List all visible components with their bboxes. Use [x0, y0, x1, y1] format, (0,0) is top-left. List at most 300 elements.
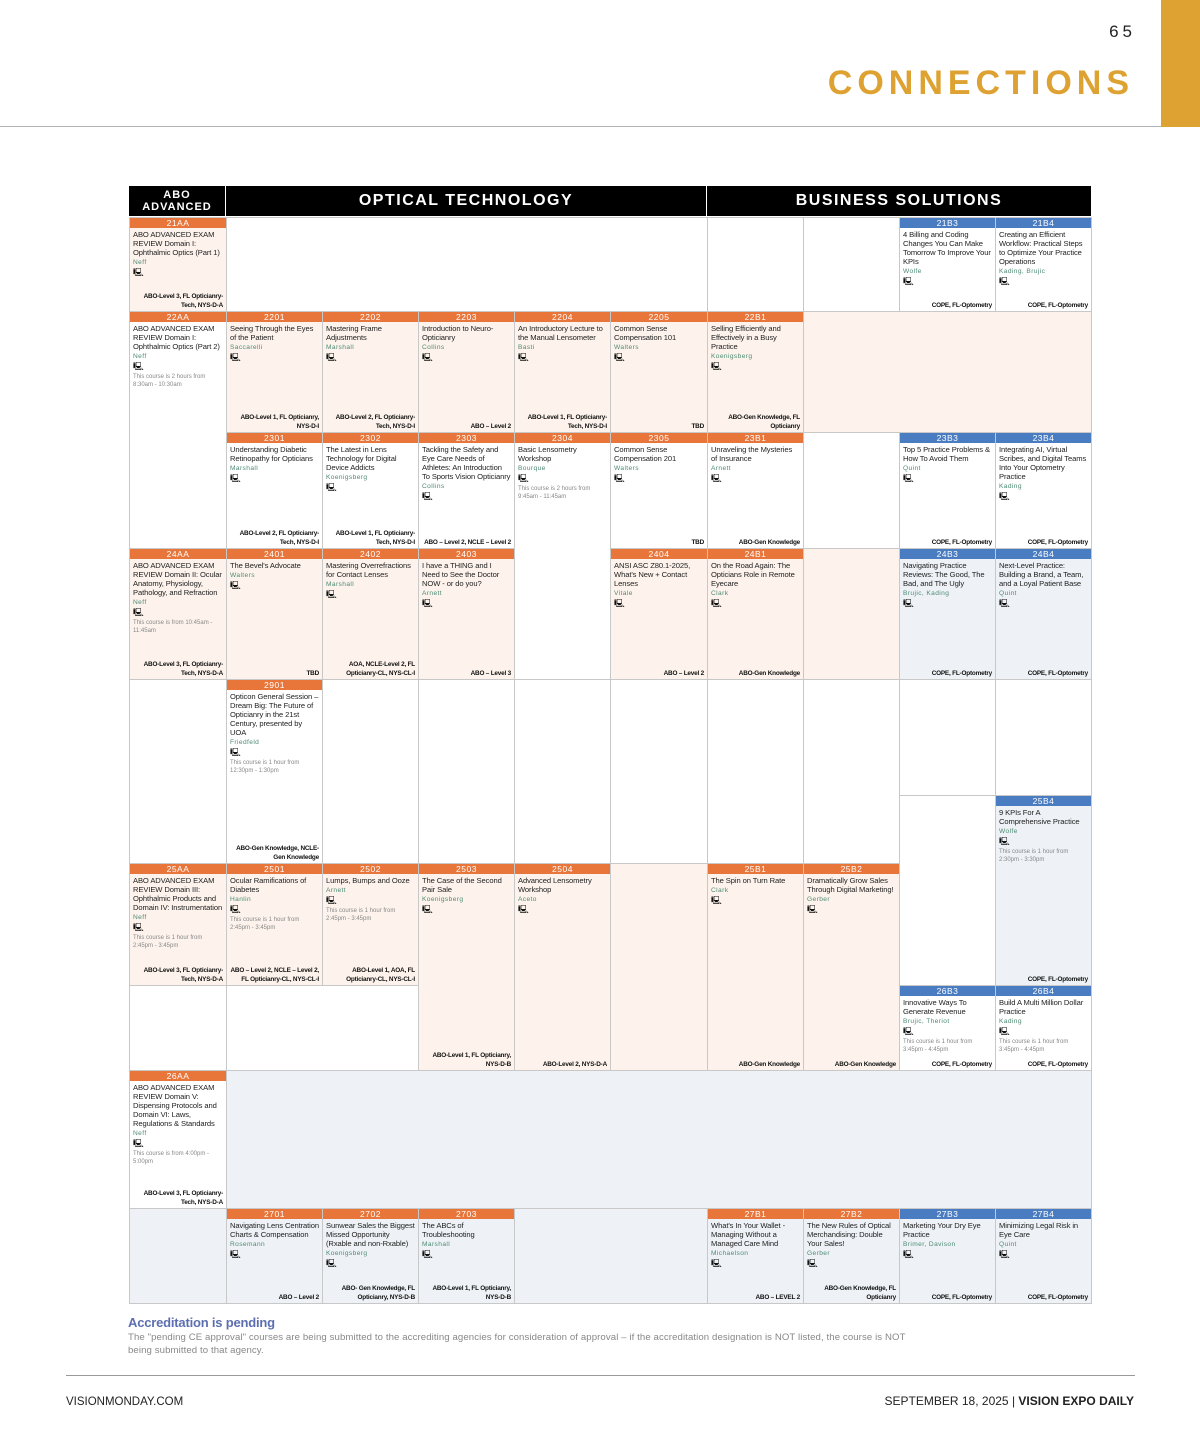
course-title: Navigating Practice Reviews: The Good, The Bad, and The Ugly: [903, 561, 985, 588]
course-cell[interactable]: [322, 1208, 419, 1304]
empty-slot: [803, 679, 900, 864]
course-title: I have a THING and I Need to See the Doctor NOW - or do you?: [422, 561, 500, 588]
abo-advanced-label: ABO ADVANCED: [142, 189, 212, 213]
course-accreditation: ABO-Level 3, FL Opticianry-Tech, NYS-D-A: [143, 293, 223, 309]
course-cell[interactable]: [129, 548, 227, 680]
course-speaker: Michaelson: [711, 1250, 749, 1257]
course-title: ABO ADVANCED EXAM REVIEW Domain III: Ophthalmic Products and Domain IV: Instrumentation: [133, 876, 223, 912]
course-cell[interactable]: [418, 863, 515, 1071]
course-cell[interactable]: [899, 1208, 996, 1304]
course-code: 2503: [419, 864, 514, 874]
course-cell[interactable]: [226, 679, 323, 864]
empty-slot: [803, 217, 900, 312]
course-cell[interactable]: [226, 311, 323, 433]
course-code: 22B1: [708, 312, 803, 322]
course-type-icon: 🖳: [711, 1259, 722, 1268]
course-speaker: Clark: [711, 590, 729, 597]
course-code: 21B4: [996, 218, 1091, 228]
course-title: Navigating Lens Centration Charts & Compensation: [230, 1221, 320, 1239]
course-speaker: Gerber: [807, 1250, 830, 1257]
course-code: 2305: [611, 433, 707, 443]
course-speaker: Walters: [614, 344, 639, 351]
course-title: Mastering Frame Adjustments: [326, 324, 382, 342]
course-accreditation: COPE, FL-Optometry: [1027, 1294, 1088, 1301]
course-code: 2304: [515, 433, 610, 443]
course-code: 2403: [419, 549, 514, 559]
course-cell[interactable]: [610, 311, 708, 433]
course-title: Common Sense Compensation 101: [614, 324, 677, 342]
course-speaker: Rosemann: [230, 1241, 266, 1248]
course-accreditation: COPE, FL-Optometry: [931, 302, 992, 309]
course-type-icon: 🖳: [422, 599, 433, 608]
course-title: The New Rules of Optical Merchandising: Double Your Sales!: [807, 1221, 891, 1248]
empty-slot: [514, 679, 611, 864]
course-cell[interactable]: [226, 548, 323, 680]
section-title: CONNECTIONS: [827, 64, 1134, 102]
course-speaker: Friedfeld: [230, 739, 260, 746]
course-title: The Spin on Turn Rate: [711, 876, 786, 885]
empty-slot: [226, 1070, 1092, 1209]
course-type-icon: 🖳: [422, 905, 433, 914]
course-cell[interactable]: [995, 432, 1092, 549]
course-type-icon: 🖳: [326, 1259, 337, 1268]
course-accreditation: ABO – Level 2, NCLE – Level 2, FL Opticianry-CL, NYS-CL-I: [230, 967, 319, 983]
course-speaker: Basti: [518, 344, 535, 351]
course-code: 2703: [419, 1209, 514, 1219]
course-code: 21B3: [900, 218, 995, 228]
course-title: The Bevel's Advocate: [230, 561, 301, 570]
course-speaker: Bourque: [518, 465, 546, 472]
course-accreditation: COPE, FL-Optometry: [931, 1294, 992, 1301]
course-code: 25B1: [708, 864, 803, 874]
course-title: Tackling the Safety and Eye Care Needs of Athletes: An Introduction To Sports Vision Opticianry: [422, 445, 511, 481]
course-title: Ocular Ramifications of Diabetes: [230, 876, 307, 894]
course-title: 9 KPIs For A Comprehensive Practice: [999, 808, 1080, 826]
course-cell[interactable]: [322, 311, 419, 433]
course-accreditation: COPE, FL-Optometry: [1027, 670, 1088, 677]
course-accreditation: ABO-Level 1, FL Opticianry-Tech, NYS-D-I: [527, 414, 607, 430]
optical-technology-label: OPTICAL TECHNOLOGY: [358, 192, 574, 209]
course-accreditation: ABO-Gen Knowledge: [738, 539, 800, 546]
course-accreditation: TBD: [306, 670, 319, 677]
course-code: 24B1: [708, 549, 803, 559]
course-cell[interactable]: [129, 863, 227, 986]
course-title: ABO ADVANCED EXAM REVIEW Domain II: Ocular Anatomy, Physiology, Pathology, and Refraction: [133, 561, 222, 597]
course-title: Lumps, Bumps and Ooze: [326, 876, 410, 885]
course-title: Dramatically Grow Sales Through Digital Marketing!: [807, 876, 894, 894]
course-title: Basic Lensometry Workshop: [518, 445, 577, 463]
course-speaker: Marshall: [326, 344, 355, 351]
course-cell[interactable]: [514, 311, 611, 433]
course-type-icon: 🖳: [230, 905, 241, 914]
course-cell[interactable]: [514, 863, 611, 1071]
course-speaker: Neff: [133, 1130, 147, 1137]
course-type-icon: 🖳: [230, 474, 241, 483]
course-code: 25AA: [130, 864, 226, 874]
course-type-icon: 🖳: [999, 1250, 1010, 1259]
course-type-icon: 🖳: [711, 896, 722, 905]
course-title: Creating an Efficient Workflow: Practical Steps to Optimize Your Practice Operations: [999, 230, 1083, 266]
course-speaker: Arnett: [711, 465, 731, 472]
empty-slot: [995, 679, 1092, 796]
course-time-note: This course is 1 hour from 2:45pm - 3:45pm: [326, 908, 396, 922]
course-code: 21AA: [130, 218, 226, 228]
optical-technology-header: [226, 186, 706, 216]
course-speaker: Neff: [133, 259, 147, 266]
course-cell[interactable]: [610, 432, 708, 549]
course-cell[interactable]: [418, 548, 515, 680]
course-type-icon: 🖳: [614, 599, 625, 608]
course-title: Integrating AI, Virtual Scribes, and Digital Teams Into Your Optometry Practice: [999, 445, 1087, 481]
empty-slot: [129, 679, 227, 864]
course-cell[interactable]: [803, 863, 900, 1071]
course-accreditation: ABO-Gen Knowledge, NCLE-Gen Knowledge: [236, 845, 319, 861]
course-cell[interactable]: [610, 548, 708, 680]
course-title: 4 Billing and Coding Changes You Can Make Tomorrow To Improve Your KPIs: [903, 230, 991, 266]
course-code: 2501: [227, 864, 322, 874]
course-type-icon: 🖳: [230, 581, 241, 590]
course-title: ABO ADVANCED EXAM REVIEW Domain V: Dispensing Protocols and Domain VI: Laws, Regulations & Standards: [133, 1083, 217, 1128]
course-cell[interactable]: [129, 1070, 227, 1209]
empty-slot: [803, 311, 1092, 433]
course-title: Introduction to Neuro-Opticianry: [422, 324, 494, 342]
course-title: Sunwear Sales the Biggest Missed Opportunity (Rxable and non-Rxable): [326, 1221, 415, 1248]
course-accreditation: ABO-Level 2, NYS-D-A: [542, 1061, 607, 1068]
course-speaker: Quint: [903, 465, 921, 472]
course-type-icon: 🖳: [903, 1027, 914, 1036]
course-cell[interactable]: [514, 432, 611, 680]
course-title: The Case of the Second Pair Sale: [422, 876, 502, 894]
course-cell[interactable]: [418, 432, 515, 549]
course-cell[interactable]: [226, 863, 323, 986]
course-title: The Latest in Lens Technology for Digital Device Addicts: [326, 445, 397, 472]
course-type-icon: 🖳: [133, 268, 144, 277]
course-accreditation: COPE, FL-Optometry: [931, 670, 992, 677]
course-accreditation: ABO-Level 2, FL Opticianry-Tech, NYS-D-I: [335, 414, 415, 430]
course-title: Selling Efficiently and Effectively in a Busy Practice: [711, 324, 781, 351]
course-cell[interactable]: [707, 548, 804, 680]
course-type-icon: 🖳: [133, 923, 144, 932]
course-type-icon: 🖳: [326, 483, 337, 492]
course-code: 2302: [323, 433, 418, 443]
empty-slot: [707, 679, 804, 864]
course-cell[interactable]: [899, 217, 996, 312]
course-type-icon: 🖳: [518, 353, 529, 362]
course-title: Understanding Diabetic Retinopathy for Opticians: [230, 445, 313, 463]
course-type-icon: 🖳: [999, 277, 1010, 286]
course-code: 2701: [227, 1209, 322, 1219]
course-code: 27B1: [708, 1209, 803, 1219]
course-speaker: Collins: [422, 344, 445, 351]
course-code: 23B1: [708, 433, 803, 443]
course-cell[interactable]: [129, 217, 227, 312]
course-code: 2404: [611, 549, 707, 559]
course-accreditation: COPE, FL-Optometry: [1027, 539, 1088, 546]
empty-slot: [899, 795, 996, 986]
course-speaker: Neff: [133, 914, 147, 921]
course-speaker: Koenigsberg: [326, 1250, 368, 1257]
course-accreditation: ABO-Level 2, FL Opticianry-Tech, NYS-D-I: [239, 530, 319, 546]
course-cell[interactable]: [322, 548, 419, 680]
course-speaker: Brujic, Theriot: [903, 1018, 950, 1025]
course-cell[interactable]: [707, 1208, 804, 1304]
course-type-icon: 🖳: [999, 1027, 1010, 1036]
course-accreditation: ABO-Gen Knowledge, FL Opticianry: [824, 1285, 896, 1301]
footer-issue: [885, 1394, 1134, 1408]
course-type-icon: 🖳: [326, 590, 337, 599]
course-accreditation: ABO-Level 1, AOA, FL Opticianry-CL, NYS-CL-I: [346, 967, 415, 983]
course-type-icon: 🖳: [999, 599, 1010, 608]
course-code: 2203: [419, 312, 514, 322]
course-type-icon: 🖳: [230, 353, 241, 362]
business-solutions-header: [707, 186, 1091, 216]
course-title: ABO ADVANCED EXAM REVIEW Domain I: Ophthalmic Optics (Part 1): [133, 230, 220, 257]
course-speaker: Collins: [422, 483, 445, 490]
course-accreditation: ABO- Gen Knowledge, FL Opticianry, NYS-D-B: [341, 1285, 415, 1301]
section-color-tab: [1161, 0, 1200, 127]
course-speaker: Marshall: [326, 581, 355, 588]
course-speaker: Wolfe: [903, 268, 922, 275]
pending-note: The "pending CE approval" courses are being submitted to the accrediting agencies for consideration of approval – if the accreditation designation is NOT listed, the course is NOT being submitted to that agency.: [128, 1332, 906, 1356]
header-divider: [0, 126, 1161, 127]
pending-title: Accreditation is pending: [128, 1315, 275, 1330]
course-cell[interactable]: [226, 1208, 323, 1304]
course-code: 22AA: [130, 312, 226, 322]
course-speaker: Kading: [999, 1018, 1022, 1025]
course-speaker: Hanlin: [230, 896, 252, 903]
course-cell[interactable]: [418, 1208, 515, 1304]
course-speaker: Koenigsberg: [422, 896, 464, 903]
course-type-icon: 🖳: [518, 474, 529, 483]
course-code: 24B3: [900, 549, 995, 559]
course-accreditation: COPE, FL-Optometry: [931, 539, 992, 546]
course-accreditation: TBD: [691, 539, 704, 546]
course-code: 2401: [227, 549, 322, 559]
course-accreditation: ABO-Gen Knowledge: [738, 1061, 800, 1068]
course-cell[interactable]: [899, 548, 996, 680]
course-accreditation: ABO-Level 3, FL Opticianry-Tech, NYS-D-A: [143, 1190, 223, 1206]
course-title: Minimizing Legal Risk in Eye Care: [999, 1221, 1079, 1239]
course-speaker: Walters: [230, 572, 255, 579]
empty-slot: [803, 432, 900, 549]
course-type-icon: 🖳: [518, 905, 529, 914]
course-title: What's In Your Wallet - Managing Without a Managed Care Mind: [711, 1221, 785, 1248]
course-code: 26AA: [130, 1071, 226, 1081]
course-accreditation: ABO-Level 3, FL Opticianry-Tech, NYS-D-A: [143, 661, 223, 677]
abo-advanced-header: [129, 186, 225, 216]
course-accreditation: COPE, FL-Optometry: [1027, 976, 1088, 983]
course-type-icon: 🖳: [230, 1250, 241, 1259]
course-type-icon: 🖳: [326, 353, 337, 362]
course-title: Top 5 Practice Problems & How To Avoid Them: [903, 445, 990, 463]
course-code: 24AA: [130, 549, 226, 559]
course-accreditation: ABO – Level 2: [663, 670, 704, 677]
course-speaker: Kading: [999, 483, 1022, 490]
course-title: The ABCs of Troubleshooting: [422, 1221, 475, 1239]
business-solutions-label: BUSINESS SOLUTIONS: [795, 192, 1003, 209]
course-code: 2901: [227, 680, 322, 690]
course-cell[interactable]: [322, 432, 419, 549]
course-title: ANSI ASC Z80.1-2025, What's New + Contact Lenses: [614, 561, 691, 588]
course-accreditation: ABO-Level 1, FL Opticianry, NYS-D-B: [432, 1052, 511, 1068]
course-speaker: Vitale: [614, 590, 633, 597]
course-cell[interactable]: [129, 311, 227, 549]
course-type-icon: 🖳: [999, 492, 1010, 501]
course-title: Unraveling the Mysteries of Insurance: [711, 445, 793, 463]
course-time-note: This course is 1 hour from 2:45pm - 3:45pm: [230, 917, 300, 931]
course-accreditation: TBD: [691, 423, 704, 430]
footer-divider: [66, 1375, 1135, 1376]
empty-slot: [899, 679, 996, 796]
empty-slot: [418, 679, 515, 864]
course-cell[interactable]: [899, 432, 996, 549]
course-cell[interactable]: [418, 311, 515, 433]
course-title: Advanced Lensometry Workshop: [518, 876, 592, 894]
empty-slot: [707, 217, 804, 312]
course-code: 24B4: [996, 549, 1091, 559]
course-accreditation: ABO – Level 2: [470, 423, 511, 430]
empty-slot: [226, 217, 708, 312]
course-time-note: This course is from 10:45am - 11:45am: [133, 620, 213, 634]
course-title: Opticon General Session – Dream Big: The Future of Opticianry in the 21st Century, presented by UOA: [230, 692, 319, 737]
course-code: 26B3: [900, 986, 995, 996]
course-cell[interactable]: [995, 1208, 1092, 1304]
course-time-note: This course is 2 hours from 9:45am - 11:45am: [518, 486, 591, 500]
course-speaker: Walters: [614, 465, 639, 472]
course-speaker: Gerber: [807, 896, 830, 903]
course-cell[interactable]: [226, 432, 323, 549]
course-speaker: Arnett: [422, 590, 442, 597]
course-type-icon: 🖳: [326, 896, 337, 905]
course-type-icon: 🖳: [133, 1139, 144, 1148]
empty-slot: [129, 1208, 227, 1304]
course-type-icon: 🖳: [807, 1259, 818, 1268]
course-title: Marketing Your Dry Eye Practice: [903, 1221, 981, 1239]
course-time-note: This course is 1 hour from 12:30pm - 1:30pm: [230, 760, 300, 774]
course-accreditation: ABO-Level 3, FL Opticianry-Tech, NYS-D-A: [143, 967, 223, 983]
course-accreditation: ABO-Gen Knowledge: [834, 1061, 896, 1068]
course-type-icon: 🖳: [614, 474, 625, 483]
course-type-icon: 🖳: [133, 608, 144, 617]
course-cell[interactable]: [899, 985, 996, 1071]
course-type-icon: 🖳: [422, 353, 433, 362]
course-speaker: Aceto: [518, 896, 537, 903]
course-cell[interactable]: [995, 217, 1092, 312]
course-title: ABO ADVANCED EXAM REVIEW Domain I: Ophthalmic Optics (Part 2): [133, 324, 220, 351]
course-title: Mastering Overrefractions for Contact Lenses: [326, 561, 411, 579]
course-type-icon: 🖳: [711, 474, 722, 483]
course-accreditation: ABO-Level 1, FL Opticianry, NYS-D-B: [432, 1285, 511, 1301]
course-code: 27B2: [804, 1209, 899, 1219]
course-type-icon: 🖳: [903, 277, 914, 286]
course-type-icon: 🖳: [711, 362, 722, 371]
empty-slot: [803, 548, 900, 680]
course-code: 27B3: [900, 1209, 995, 1219]
empty-slot: [610, 679, 708, 864]
footer-website[interactable]: VISIONMONDAY.COM: [66, 1396, 184, 1408]
course-code: 2303: [419, 433, 514, 443]
course-accreditation: COPE, FL-Optometry: [1027, 1061, 1088, 1068]
course-code: 25B4: [996, 796, 1091, 806]
course-title: On the Road Again: The Opticians Role in Remote Eyecare: [711, 561, 795, 588]
course-accreditation: COPE, FL-Optometry: [931, 1061, 992, 1068]
page-number: 65: [1109, 22, 1136, 41]
course-cell[interactable]: [995, 985, 1092, 1071]
course-type-icon: 🖳: [807, 905, 818, 914]
course-speaker: Saccarelli: [230, 344, 263, 351]
course-title: An Introductory Lecture to the Manual Lensometer: [518, 324, 603, 342]
course-type-icon: 🖳: [133, 362, 144, 371]
course-code: 2301: [227, 433, 322, 443]
course-title: Seeing Through the Eyes of the Patient: [230, 324, 314, 342]
course-cell[interactable]: [322, 863, 419, 986]
course-code: 26B4: [996, 986, 1091, 996]
course-speaker: Neff: [133, 599, 147, 606]
course-cell[interactable]: [803, 1208, 900, 1304]
footer-publication: VISION EXPO DAILY: [1018, 1394, 1134, 1408]
empty-slot: [322, 679, 419, 864]
course-type-icon: 🖳: [614, 353, 625, 362]
course-cell[interactable]: [707, 311, 804, 433]
course-cell[interactable]: [995, 548, 1092, 680]
course-speaker: Brimer, Davison: [903, 1241, 956, 1248]
course-speaker: Brujic, Kading: [903, 590, 950, 597]
course-code: 2702: [323, 1209, 418, 1219]
course-code: 2202: [323, 312, 418, 322]
empty-slot: [514, 1208, 708, 1304]
course-accreditation: ABO-Gen Knowledge, FL Opticianry: [728, 414, 800, 430]
course-code: 2402: [323, 549, 418, 559]
course-cell[interactable]: [707, 863, 804, 1071]
empty-slot: [610, 863, 708, 1071]
course-code: 25B2: [804, 864, 899, 874]
course-cell[interactable]: [995, 795, 1092, 986]
course-type-icon: 🖳: [999, 837, 1010, 846]
course-accreditation: ABO-Level 1, FL Opticianry, NYS-D-I: [240, 414, 319, 430]
course-speaker: Koenigsberg: [711, 353, 753, 360]
course-time-note: This course is 2 hours from 8:30am - 10:30am: [133, 374, 206, 388]
course-speaker: Quint: [999, 590, 1017, 597]
course-accreditation: ABO-Gen Knowledge: [738, 670, 800, 677]
course-speaker: Arnett: [326, 887, 346, 894]
course-speaker: Kading, Brujic: [999, 268, 1046, 275]
empty-slot: [129, 985, 227, 1071]
course-cell[interactable]: [707, 432, 804, 549]
course-code: 23B3: [900, 433, 995, 443]
course-type-icon: 🖳: [422, 492, 433, 501]
course-accreditation: ABO – Level 2, NCLE – Level 2: [424, 539, 511, 546]
course-title: Build A Multi Million Dollar Practice: [999, 998, 1084, 1016]
course-accreditation: ABO – Level 3: [470, 670, 511, 677]
course-time-note: This course is 1 hour from 2:30pm - 3:30pm: [999, 849, 1069, 863]
course-speaker: Marshall: [230, 465, 259, 472]
course-type-icon: 🖳: [230, 748, 241, 757]
course-code: 2504: [515, 864, 610, 874]
course-type-icon: 🖳: [903, 1250, 914, 1259]
course-time-note: This course is 1 hour from 3:45pm - 4:45pm: [903, 1039, 973, 1053]
course-type-icon: 🖳: [903, 599, 914, 608]
course-type-icon: 🖳: [711, 599, 722, 608]
course-code: 27B4: [996, 1209, 1091, 1219]
course-accreditation: ABO – Level 2: [278, 1294, 319, 1301]
footer-date: SEPTEMBER 18, 2025: [884, 1394, 1009, 1408]
course-type-icon: 🖳: [903, 474, 914, 483]
course-speaker: Marshall: [422, 1241, 451, 1248]
course-accreditation: ABO-Level 1, FL Opticianry-Tech, NYS-D-I: [335, 530, 415, 546]
course-accreditation: COPE, FL-Optometry: [1027, 302, 1088, 309]
course-time-note: This course is 1 hour from 2:45pm - 3:45pm: [133, 935, 203, 949]
course-speaker: Clark: [711, 887, 729, 894]
